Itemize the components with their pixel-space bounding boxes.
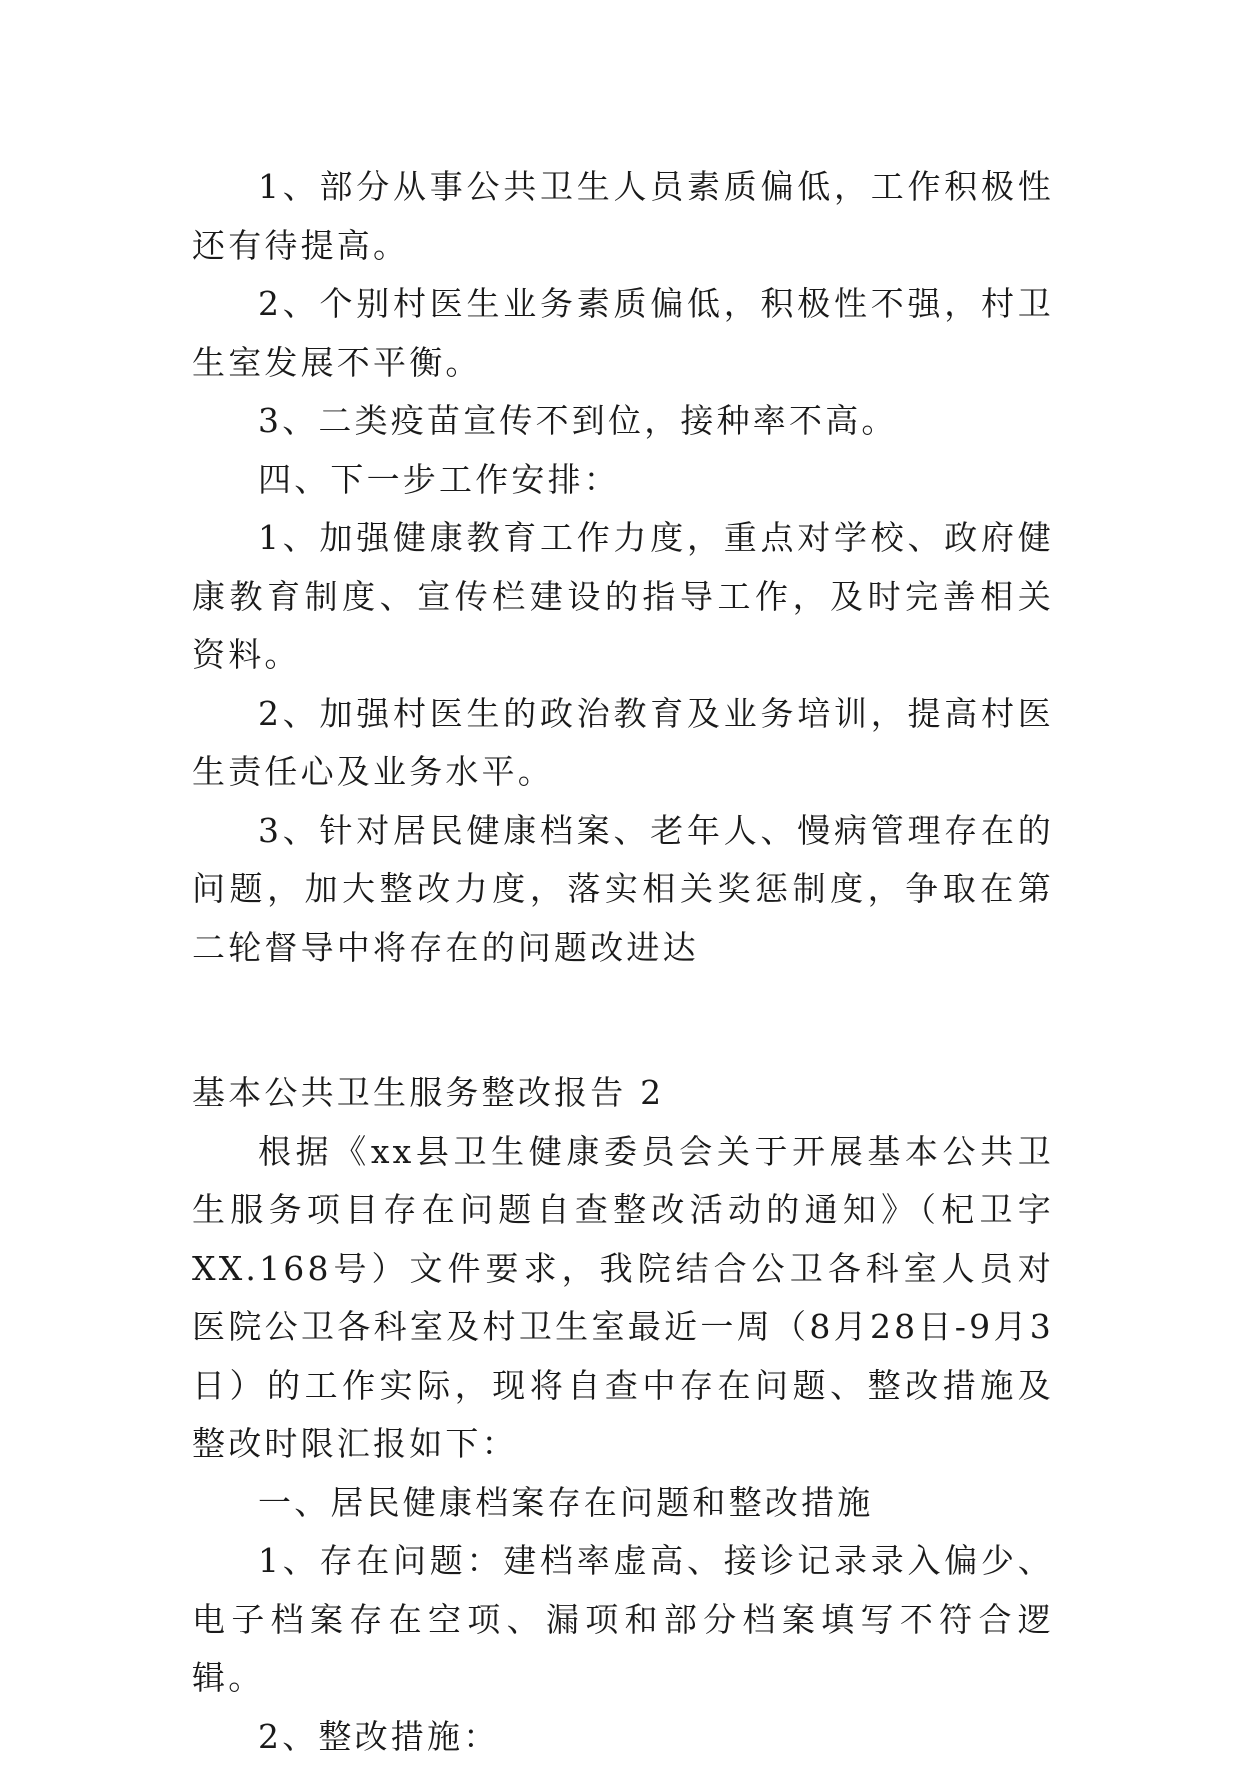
paragraph-records-issues: 1、存在问题：建档率虚高、接诊记录录入偏少、电子档案存在空项、漏项和部分档案填写不符合逻辑。	[192, 1532, 1054, 1708]
paragraph-intro: 根据《xx县卫生健康委员会关于开展基本公共卫生服务项目存在问题自查整改活动的通知》（杞卫字XX.168号）文件要求，我院结合公卫各科室人员对医院公卫各科室及村卫生室最近一周（8月28日-9月3日）的工作实际，现将自查中存在问题、整改措施及整改时限汇报如下：	[192, 1123, 1054, 1474]
document-body	[192, 158, 1054, 1766]
section-title: 基本公共卫生服务整改报告 2	[192, 1064, 1054, 1123]
paragraph-step-1: 1、加强健康教育工作力度，重点对学校、政府健康教育制度、宣传栏建设的指导工作，及时完善相关资料。	[192, 509, 1054, 685]
paragraph-issue-1: 1、部分从事公共卫生人员素质偏低，工作积极性还有待提高。	[192, 158, 1054, 275]
heading-health-records: 一、居民健康档案存在问题和整改措施	[192, 1474, 1054, 1533]
heading-next-steps: 四、下一步工作安排：	[192, 451, 1054, 510]
paragraph-step-3: 3、针对居民健康档案、老年人、慢病管理存在的问题，加大整改力度，落实相关奖惩制度，争取在第二轮督导中将存在的问题改进达	[192, 802, 1054, 978]
paragraph-issue-3: 3、二类疫苗宣传不到位，接种率不高。	[192, 392, 1054, 451]
paragraph-step-2: 2、加强村医生的政治教育及业务培训，提高村医生责任心及业务水平。	[192, 685, 1054, 802]
paragraph-rectification-measures: 2、整改措施：	[192, 1708, 1054, 1766]
paragraph-issue-2: 2、个别村医生业务素质偏低，积极性不强，村卫生室发展不平衡。	[192, 275, 1054, 392]
